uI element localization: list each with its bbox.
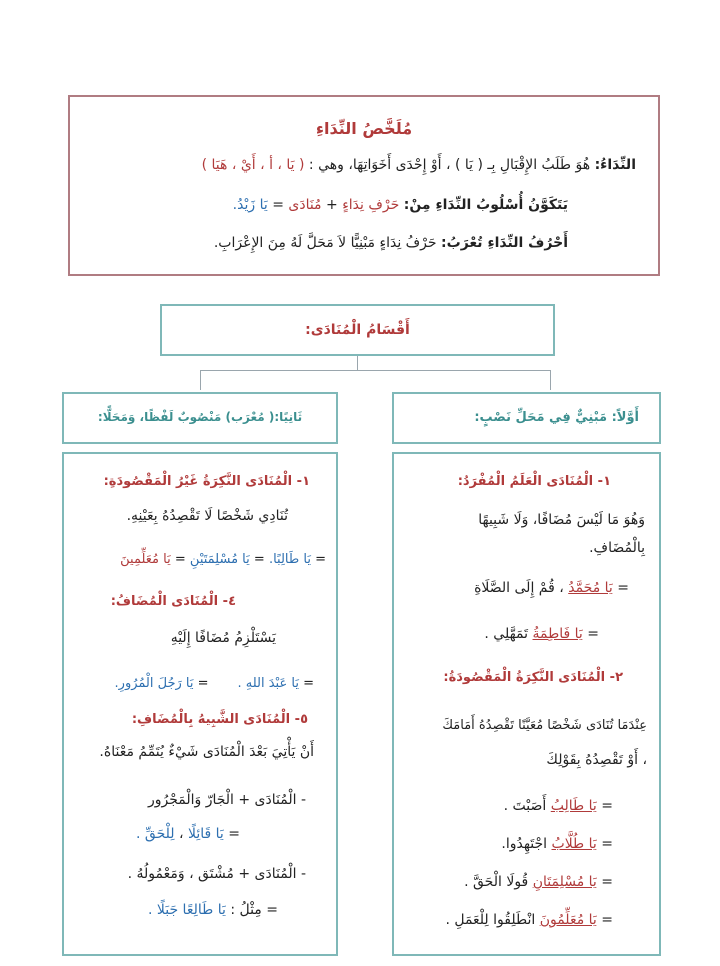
equals-sign: =	[587, 626, 599, 642]
example-word: يَا طَالِبُ	[550, 798, 597, 814]
definition-label: النِّدَاءُ:	[594, 157, 636, 173]
example-word: يَا طُلَّابُ	[551, 836, 597, 852]
example-label: مِثْلُ :	[230, 902, 262, 918]
connector-left	[200, 370, 201, 390]
structure-equals: =	[272, 197, 284, 213]
second-s4-examples	[115, 676, 314, 691]
second-s5-form2-example	[148, 902, 278, 918]
first-header: أَوَّلاً: مَبْنِيٌّ فِي مَحَلِّ نَصْبٍ:	[474, 410, 639, 425]
definition-line	[202, 157, 636, 173]
connector-bar	[200, 370, 550, 371]
equals-sign: =	[266, 902, 278, 918]
equals-sign: =	[174, 552, 186, 567]
second-header-box	[62, 392, 338, 444]
second-s4-title: ٤- الْمُنَادَى الْمُضَافُ:	[110, 594, 236, 609]
irab-line	[214, 235, 568, 251]
second-s1-desc: تُنَادِي شَخْصًا لَا تَقْصِدُهُ بِعَيْنِهِ.	[126, 508, 288, 524]
second-header: ثَانِيًا:( مُعْرَب) مَنْصُوبٌ لَفْظًا، وَمَحَلًّا:	[97, 410, 303, 424]
connector-trunk	[357, 356, 358, 370]
equals-sign: =	[303, 676, 314, 691]
first-s1-title: ١- الْمُنَادَى الْعَلَمُ الْمُفْرَدُ:	[457, 474, 611, 489]
first-s1-desc2: بِالْمُضَافِ.	[589, 540, 645, 556]
equals-sign: =	[197, 676, 209, 691]
example-word: لِلْحَقِّ .	[136, 826, 175, 842]
second-s5-form1-example	[136, 826, 240, 842]
equals-sign: =	[601, 874, 613, 890]
first-s2-desc1: عِنْدَمَا تُنَادَى شَخْصًا مُعَيَّنًا تَقْصِدُهُ أَمَامَكَ	[442, 718, 647, 733]
structure-label: يَتَكَوَّنُ أُسْلُوبُ النِّدَاءِ مِنْ:	[403, 197, 568, 213]
example-word: يَا فَاطِمَةُ	[532, 626, 583, 642]
second-s1-examples	[120, 552, 326, 567]
definition-particles: ( يَا ، أ ، أَيْ ، هَيَا )	[201, 157, 305, 173]
equals-sign: =	[601, 798, 613, 814]
first-s1-example2	[484, 626, 599, 642]
first-s1-desc1: وَهُوَ مَا لَيْسَ مُضَافًا، وَلَا شَبِيهًا	[478, 512, 645, 528]
first-s2-example3	[464, 874, 613, 890]
first-s2-example1	[504, 798, 613, 814]
irab-label: أَحْرُفُ النِّدَاءِ تُعْرَبُ:	[441, 235, 568, 251]
example-word: يَا طَالِبًا.	[268, 552, 311, 567]
irab-text: حَرْفُ نِدَاءٍ مَبْنِيًّا لاَ مَحَلَّ لَهُ مِنَ الإِعْرَابِ.	[213, 235, 437, 251]
second-s5-title: ٥- الْمُنَادَى الشَّبِيهُ بِالْمُضَافِ:	[131, 712, 308, 727]
first-s2-example2	[501, 836, 613, 852]
comma: ،	[179, 826, 184, 842]
second-s4-desc: يَسْتَلْزِمُ مُضَافًا إِلَيْهِ	[170, 630, 276, 646]
example-word: يَا مُحَمَّدُ	[568, 580, 613, 596]
structure-line	[233, 197, 568, 213]
first-s2-example4	[445, 912, 613, 928]
second-s5-form2: - الْمُنَادَى + مُشْتَق ، وَمَعْمُولُهُ .	[127, 866, 306, 882]
example-rest: أَصَبْتَ .	[503, 798, 547, 814]
example-word: يَا مُعَلِّمُونَ	[539, 912, 597, 928]
example-word: يَا رَجُلَ الْمُرُورِ.	[114, 676, 194, 691]
second-s5-desc: أَنْ يَأْتِيَ بَعْدَ الْمُنَادَى شَيْءٌ يُتَمِّمُ مَعْنَاهُ.	[99, 744, 314, 760]
first-s2-desc2: ، أَوْ تَقْصِدُهُ بِقَوْلِكَ	[546, 752, 647, 768]
definition-text: هُوَ طَلَبُ الإِقْبَالِ بِـ ( يَا ) ، أَوْ إِحْدَى أَخَوَاتِهَا، وهي :	[308, 157, 591, 173]
example-rest: تَمَهَّلِي .	[484, 626, 529, 642]
structure-munada: مُنَادَى	[288, 197, 322, 213]
summary-box	[68, 95, 660, 276]
example-word: يَا مُسْلِمَتَانِ	[532, 874, 597, 890]
first-s1-example1	[474, 580, 629, 596]
first-content-box	[392, 452, 661, 956]
structure-plus: +	[326, 197, 338, 213]
equals-sign: =	[228, 826, 240, 842]
example-word: يَا مُسْلِمَتَيْنِ	[189, 552, 250, 567]
example-rest: انْطَلِقُوا لِلْعَمَلِ .	[445, 912, 536, 928]
first-header-box	[392, 392, 661, 444]
example-rest: قُولَا الْحَقَّ .	[464, 874, 529, 890]
equals-sign: =	[601, 912, 613, 928]
example-word: يَا مُعَلِّمِينَ	[120, 552, 171, 567]
example-word: يَا قَائِلًا	[187, 826, 224, 842]
equals-sign: =	[253, 552, 265, 567]
summary-title: مُلَخَّصُ النِّدَاءِ	[315, 119, 413, 138]
divisions-box	[160, 304, 555, 356]
second-s5-form1: - الْمُنَادَى + الْجَارّ وَالْمَجْرُور	[147, 792, 306, 808]
structure-harf: حَرْفِ نِدَاءٍ	[342, 197, 400, 213]
second-content-box	[62, 452, 338, 956]
second-s1-title: ١- الْمُنَادَى النَّكِرَةُ غَيْرُ الْمَقْصُودَةِ:	[103, 474, 310, 489]
example-word: يَا عَبْدَ اللهِ .	[237, 676, 299, 691]
structure-example: يَا زَيْدُ.	[232, 197, 268, 213]
equals-sign: =	[315, 552, 326, 567]
first-s2-title: ٢- الْمُنَادَى النَّكِرَةُ الْمَقْصُودَةُ:	[443, 670, 623, 685]
connector-right	[550, 370, 551, 390]
example-rest: ، قُمْ إِلَى الصَّلَاةِ	[474, 580, 564, 596]
divisions-title: أَقْسَامُ الْمُنَادَى:	[305, 322, 410, 338]
example-word: يَا طَالِعًا جَبَلًا .	[147, 902, 226, 918]
equals-sign: =	[617, 580, 629, 596]
equals-sign: =	[601, 836, 613, 852]
example-rest: اجْتَهِدُوا.	[501, 836, 548, 852]
